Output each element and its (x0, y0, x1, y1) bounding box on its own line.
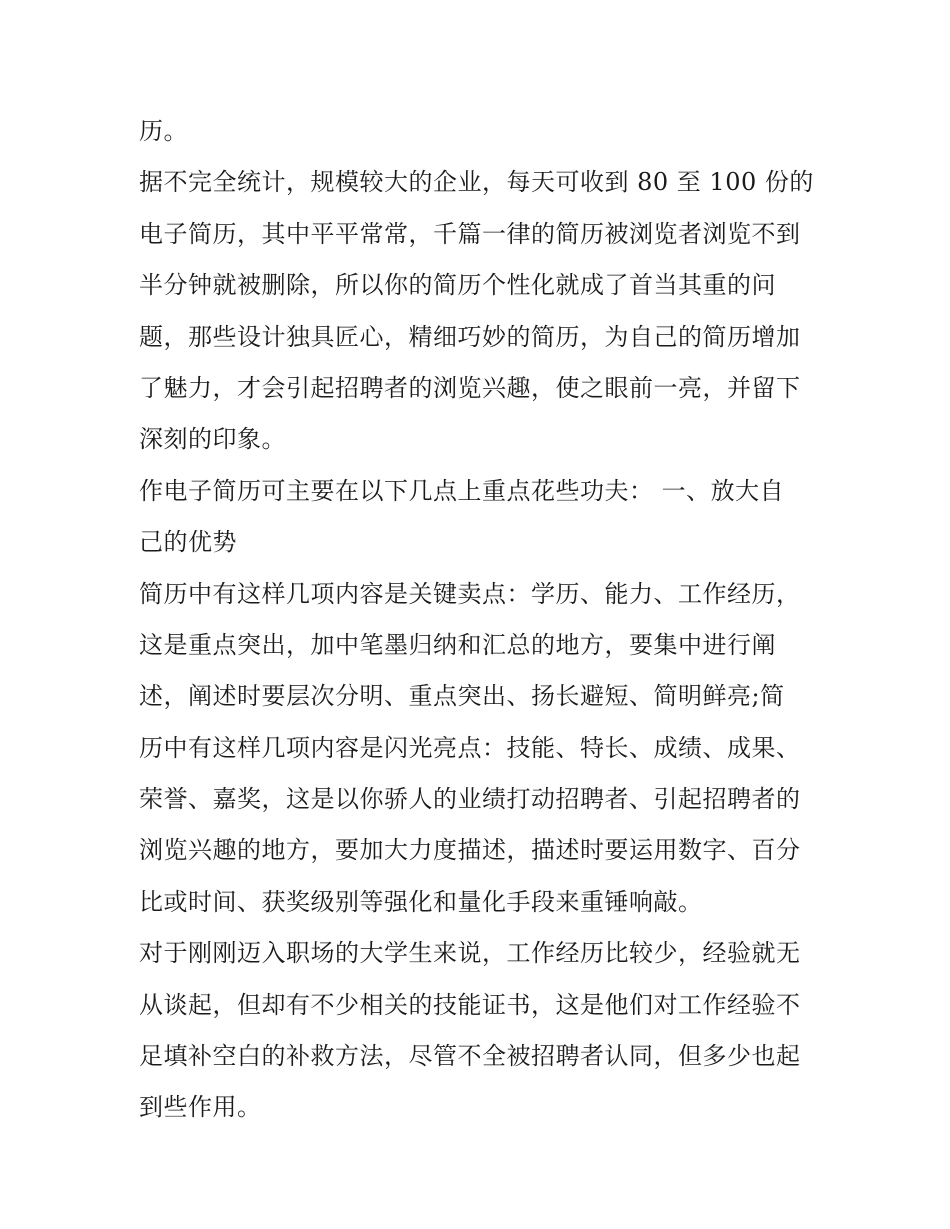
text-line: 历中有这样几项内容是闪光亮点：技能、特长、成绩、成果、 (139, 733, 801, 762)
text-line: 浏览兴趣的地方，要加大力度描述，描述时要运用数字、百分 (139, 836, 801, 865)
text-line: 到些作用。 (139, 1093, 262, 1122)
text-line: 足填补空白的补救方法，尽管不全被招聘者认同，但多少也起 (139, 1042, 801, 1071)
text-line: 荣誉、嘉奖，这是以你骄人的业绩打动招聘者、引起招聘者的 (139, 785, 801, 814)
text-line: 这是重点突出，加中笔墨归纳和汇总的地方，要集中进行阐 (139, 630, 776, 659)
text-line: 半分钟就被删除，所以你的简历个性化就成了首当其重的问 (139, 271, 776, 300)
text-line: 作电子简历可主要在以下几点上重点花些功夫： 一、放大自 (139, 476, 785, 505)
text-line: 简历中有这样几项内容是关键卖点：学历、能力、工作经历， (139, 579, 801, 608)
text-line: 深刻的印象。 (139, 425, 286, 454)
text-line: 题，那些设计独具匠心，精细巧妙的简历，为自己的简历增加 (139, 322, 801, 351)
text-line: 了魅力，才会引起招聘者的浏览兴趣，使之眼前一亮，并留下 (139, 373, 801, 402)
text-line: 从谈起，但却有不少相关的技能证书，这是他们对工作经验不 (139, 990, 801, 1019)
text-line: 述，阐述时要层次分明、重点突出、扬长避短、简明鲜亮;简 (139, 682, 785, 711)
document-body (139, 106, 819, 1134)
text-line: 据不完全统计，规模较大的企业，每天可收到 80 至 100 份的 (139, 168, 814, 197)
text-line: 比或时间、获奖级别等强化和量化手段来重锤响敲。 (139, 887, 703, 916)
text-line: 历。 (139, 117, 188, 145)
text-line: 己的优势 (139, 528, 237, 557)
text-line: 电子简历，其中平平常常，千篇一律的简历被浏览者浏览不到 (139, 219, 801, 248)
text-line: 对于刚刚迈入职场的大学生来说，工作经历比较少，经验就无 (139, 939, 801, 968)
